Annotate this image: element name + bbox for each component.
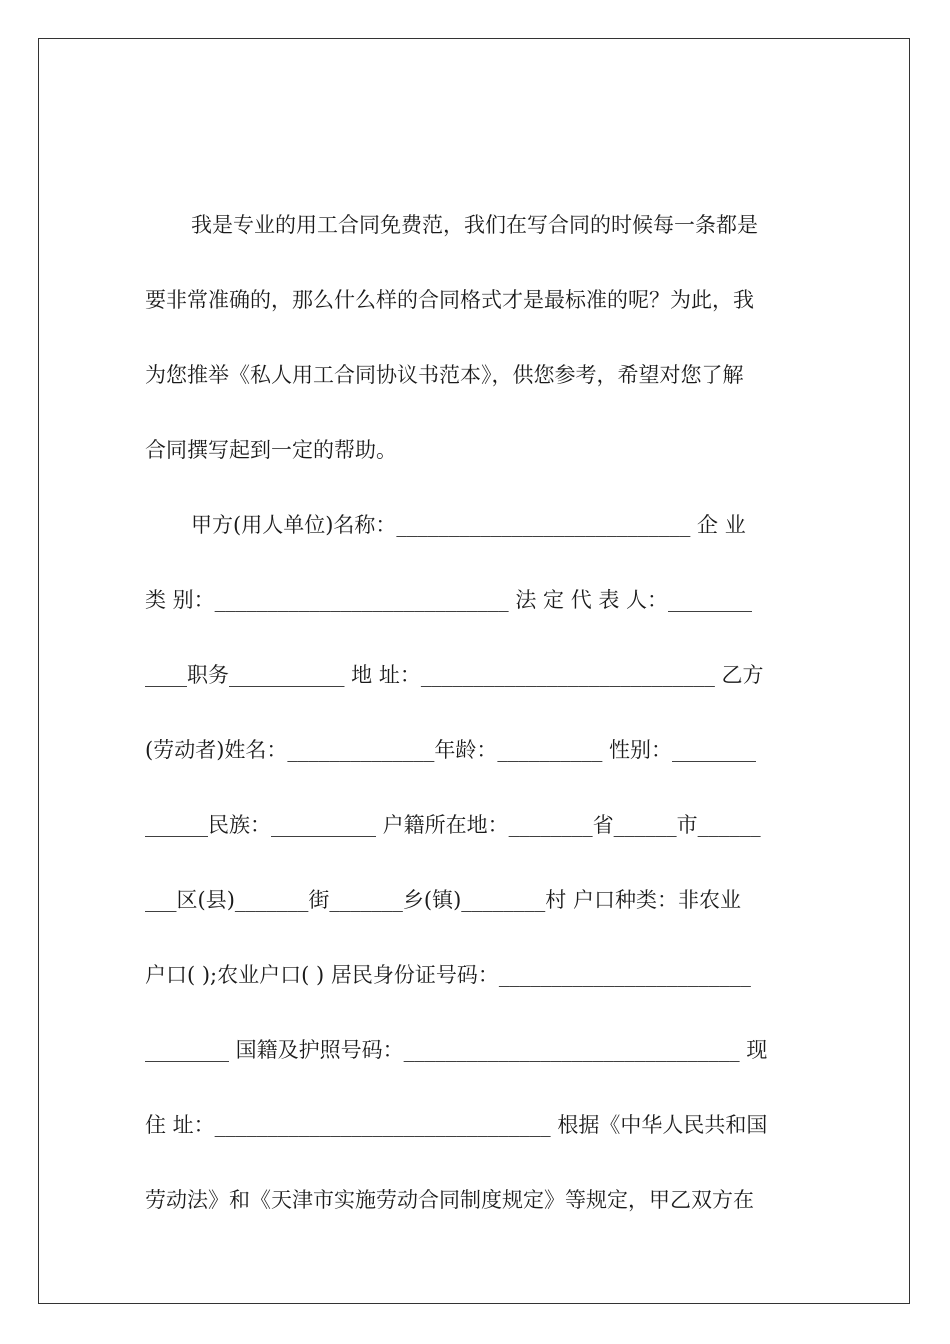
paragraph-line: 要非常准确的，那么什么样的合同格式才是最标准的呢？为此，我: [145, 288, 754, 312]
form-line: ____职务___________ 地 址：____________________________ 乙方: [145, 663, 764, 687]
paragraph-line: 劳动法》和《天津市实施劳动合同制度规定》等规定，甲乙双方在: [145, 1188, 754, 1212]
form-line: 住 址：________________________________ 根据《中华人民共和国: [145, 1113, 768, 1137]
form-line: 户口( );农业户口( ) 居民身份证号码：________________________: [145, 963, 751, 987]
form-line: ______民族：__________ 户籍所在地：________省______市______: [145, 813, 761, 837]
document-body: [145, 203, 805, 1253]
form-line: ________ 国籍及护照号码：________________________________ 现: [145, 1038, 768, 1062]
form-line: 甲方(用人单位)名称：____________________________ 企 业: [191, 513, 746, 537]
paragraph-line: 我是专业的用工合同免费范，我们在写合同的时候每一条都是: [191, 213, 758, 237]
paragraph-line: 合同撰写起到一定的帮助。: [145, 438, 397, 462]
form-line: (劳动者)姓名：______________年龄：__________ 性别：________: [145, 738, 757, 762]
form-line: ___区(县)_______街_______乡(镇)________村 户口种类：非农业: [145, 888, 741, 912]
form-line: 类 别：____________________________ 法 定 代 表 人：________: [145, 588, 753, 612]
paragraph-line: 为您推举《私人用工合同协议书范本》，供您参考，希望对您了解: [145, 363, 744, 387]
